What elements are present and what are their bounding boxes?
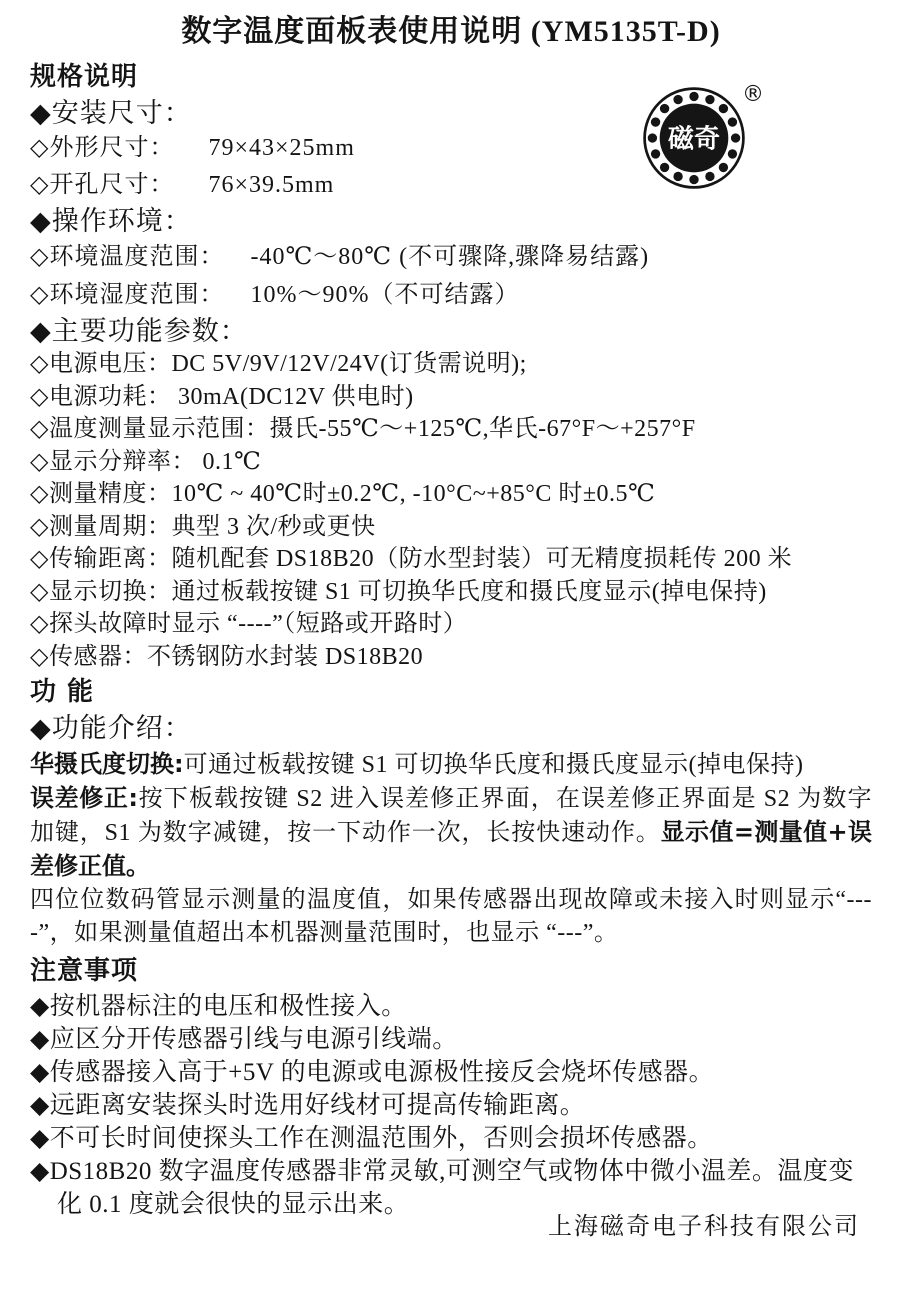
paragraph-text: 按下板载按键 S2 进入误差修正界面，在误差修正界面是 S2 为数字加键，S1 为数字减键，按一下动作一次，长按快速动作。 xyxy=(30,786,872,846)
note-item: ◆应区分开传感器引线与电源引线端。 xyxy=(30,1026,458,1053)
paragraph-formula: 显示值=测量值+误差修正值。 xyxy=(30,818,872,880)
param-line-power: ◇电源功耗： 30mA(DC12V 供电时) xyxy=(30,383,414,410)
spec-value: 79×43×25mm xyxy=(208,135,355,161)
spec-line-env-humidity xyxy=(30,276,872,314)
spec-label: ◇环境温度范围： xyxy=(30,244,225,270)
param-line-cycle: ◇测量周期：典型 3 次/秒或更快 xyxy=(30,513,376,540)
ciqi-logo-badge xyxy=(642,86,746,190)
note-item: ◆DS18B20 数字温度传感器非常灵敏,可测空气或物体中微小温差。温度变化 0.1 度就会很快的显示出来。 xyxy=(30,1158,854,1218)
paragraph-error-correction xyxy=(30,782,872,884)
spec-label: ◇外形尺寸： xyxy=(30,135,175,161)
params-list xyxy=(30,348,872,673)
logo-text: 磁奇 xyxy=(667,124,721,155)
param-line-resolution: ◇显示分辩率： 0.1℃ xyxy=(30,448,262,475)
section-heading-functions: 功 能 xyxy=(30,677,95,707)
spec-line-env-temp xyxy=(30,238,872,276)
company-name: 上海磁奇电子科技有限公司 xyxy=(548,1214,860,1240)
note-item: ◆按机器标注的电压和极性接入。 xyxy=(30,993,407,1020)
param-line-range: ◇温度测量显示范围：摄氏-55℃～+125℃,华氏-67°F～+257°F xyxy=(30,416,696,442)
registered-trademark-icon: ® xyxy=(742,82,764,107)
paragraph-display-behavior: 四位位数码管显示测量的温度值，如果传感器出现故障或未接入时则显示“----”，如果测量值超出本机器测量范围时，也显示 “---”。 xyxy=(30,887,872,946)
paragraph-unit-switch xyxy=(30,748,872,782)
paragraph-lead: 误差修正: xyxy=(30,784,139,812)
spec-value: 10%～90%（不可结露） xyxy=(250,282,520,308)
subheading-function-intro: ◆功能介绍： xyxy=(30,713,192,743)
notes-list xyxy=(30,990,872,1221)
spec-label: ◇开孔尺寸： xyxy=(30,172,175,198)
note-item: ◆远距离安装探头时选用好线材可提高传输距离。 xyxy=(30,1092,586,1119)
param-line-sensor: ◇传感器：不锈钢防水封装 DS18B20 xyxy=(30,643,424,670)
param-line-display-switch: ◇显示切换：通过板载按键 S1 可切换华氏度和摄氏度显示(掉电保持) xyxy=(30,578,767,605)
page-title: 数字温度面板表使用说明 (YM5135T-D) xyxy=(181,15,721,48)
section-heading-notes: 注意事项 xyxy=(30,956,139,986)
spec-label: ◇环境湿度范围： xyxy=(30,282,225,308)
subheading-install-size: ◆安装尺寸： xyxy=(30,98,192,128)
paragraph-text: 可通过板载按键 S1 可切换华氏度和摄氏度显示(掉电保持) xyxy=(183,752,804,778)
note-item: ◆传感器接入高于+5V 的电源或电源极性接反会烧坏传感器。 xyxy=(30,1059,715,1086)
spec-value: -40℃～80℃ (不可骤降,骤降易结露) xyxy=(250,244,650,270)
param-line-distance: ◇传输距离：随机配套 DS18B20（防水型封装）可无精度损耗传 200 米 xyxy=(30,546,793,572)
param-line-probe-fault: ◇探头故障时显示 “----”（短路或开路时） xyxy=(30,611,468,637)
paragraph-lead: 华摄氏度切换: xyxy=(30,750,184,778)
section-heading-specs: 规格说明 xyxy=(30,62,139,92)
spec-value: 76×39.5mm xyxy=(208,172,335,198)
subheading-main-params: ◆主要功能参数： xyxy=(30,316,248,346)
param-line-voltage: ◇电源电压：DC 5V/9V/12V/24V(订货需说明); xyxy=(30,351,527,377)
param-line-accuracy: ◇测量精度：10℃ ~ 40℃时±0.2℃, -10°C~+85°C 时±0.5℃ xyxy=(30,481,656,507)
ciqi-logo xyxy=(642,82,764,198)
subheading-operating-env: ◆操作环境： xyxy=(30,206,192,236)
note-item: ◆不可长时间使探头工作在测温范围外，否则会损坏传感器。 xyxy=(30,1125,713,1152)
